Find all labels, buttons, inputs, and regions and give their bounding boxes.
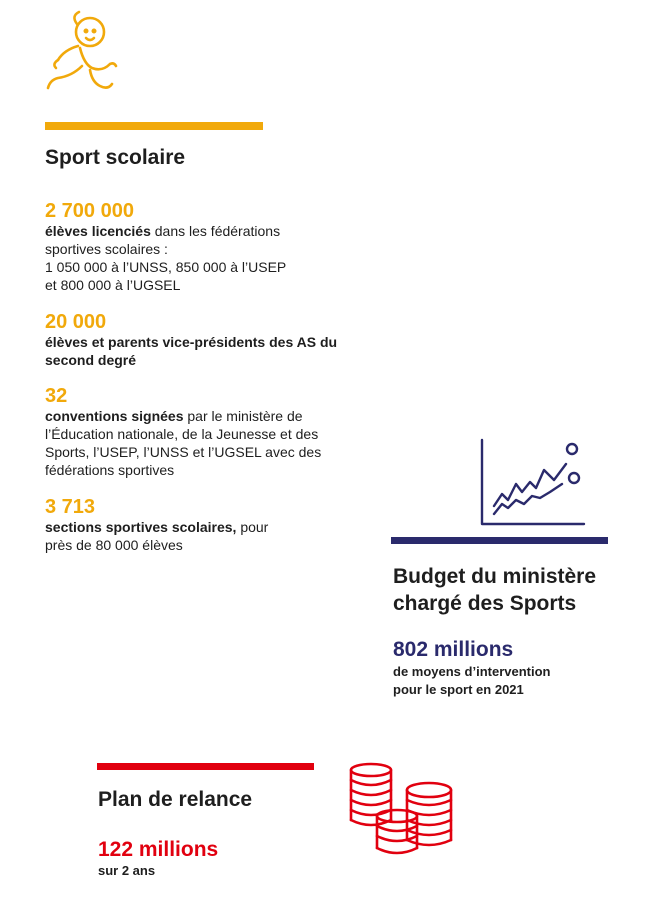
- stat-number: 2 700 000: [45, 200, 134, 222]
- plan-relance-title: Plan de relance: [98, 788, 253, 811]
- coin-stacks-icon: [343, 760, 463, 858]
- budget-title-line: Budget du ministère: [393, 565, 597, 588]
- stat-description: [45, 222, 335, 294]
- budget-description: [393, 663, 550, 699]
- budget-title: [393, 563, 643, 617]
- section-divider-navy: [391, 537, 608, 544]
- sport-scolaire-title: Sport scolaire: [45, 146, 186, 169]
- stat-number: 3 713: [45, 496, 96, 518]
- stat-text: dans les fédérations sportives scolaires :: [45, 223, 281, 257]
- stat-licencies: [45, 200, 385, 294]
- stat-sections: [45, 496, 385, 554]
- stat-number: 20 000: [45, 311, 107, 333]
- budget-desc-line: de moyens d’intervention: [393, 664, 551, 679]
- section-divider-red: [97, 763, 314, 770]
- stat-description: [45, 407, 357, 479]
- plan-relance-number: 122 millions: [98, 838, 219, 861]
- section-divider-yellow: [45, 122, 263, 130]
- budget-number: 802 millions: [393, 638, 514, 661]
- stat-text: pour près de 80 000 élèves: [45, 519, 269, 553]
- budget-desc-line: pour le sport en 2021: [393, 682, 524, 697]
- child-running-icon: [42, 10, 120, 100]
- stat-bold-text: élèves et parents vice-présidents des AS du second degré: [45, 334, 338, 368]
- stat-bold-text: conventions signées: [45, 408, 184, 424]
- stat-conventions: [45, 385, 385, 479]
- budget-title-line: chargé des Sports: [393, 592, 577, 615]
- stat-description: [45, 518, 285, 554]
- stat-bold-text: sections sportives scolaires,: [45, 519, 237, 535]
- stat-line: et 800 000 à l’UGSEL: [45, 277, 181, 293]
- stat-text: par le ministère de l’Éducation nationale, de la Jeunesse et des Sports, l’USEP, l’UNSS et l’UGSEL avec des fédérations sportives: [45, 408, 322, 478]
- stat-bold-text: élèves licenciés: [45, 223, 151, 239]
- stat-number: 32: [45, 385, 68, 407]
- stat-line: 1 050 000 à l’UNSS, 850 000 à l’USEP: [45, 259, 287, 275]
- plan-relance-description: sur 2 ans: [98, 863, 156, 878]
- line-chart-icon: [478, 436, 588, 528]
- stat-description: [45, 333, 365, 369]
- stat-vice-presidents: [45, 311, 385, 369]
